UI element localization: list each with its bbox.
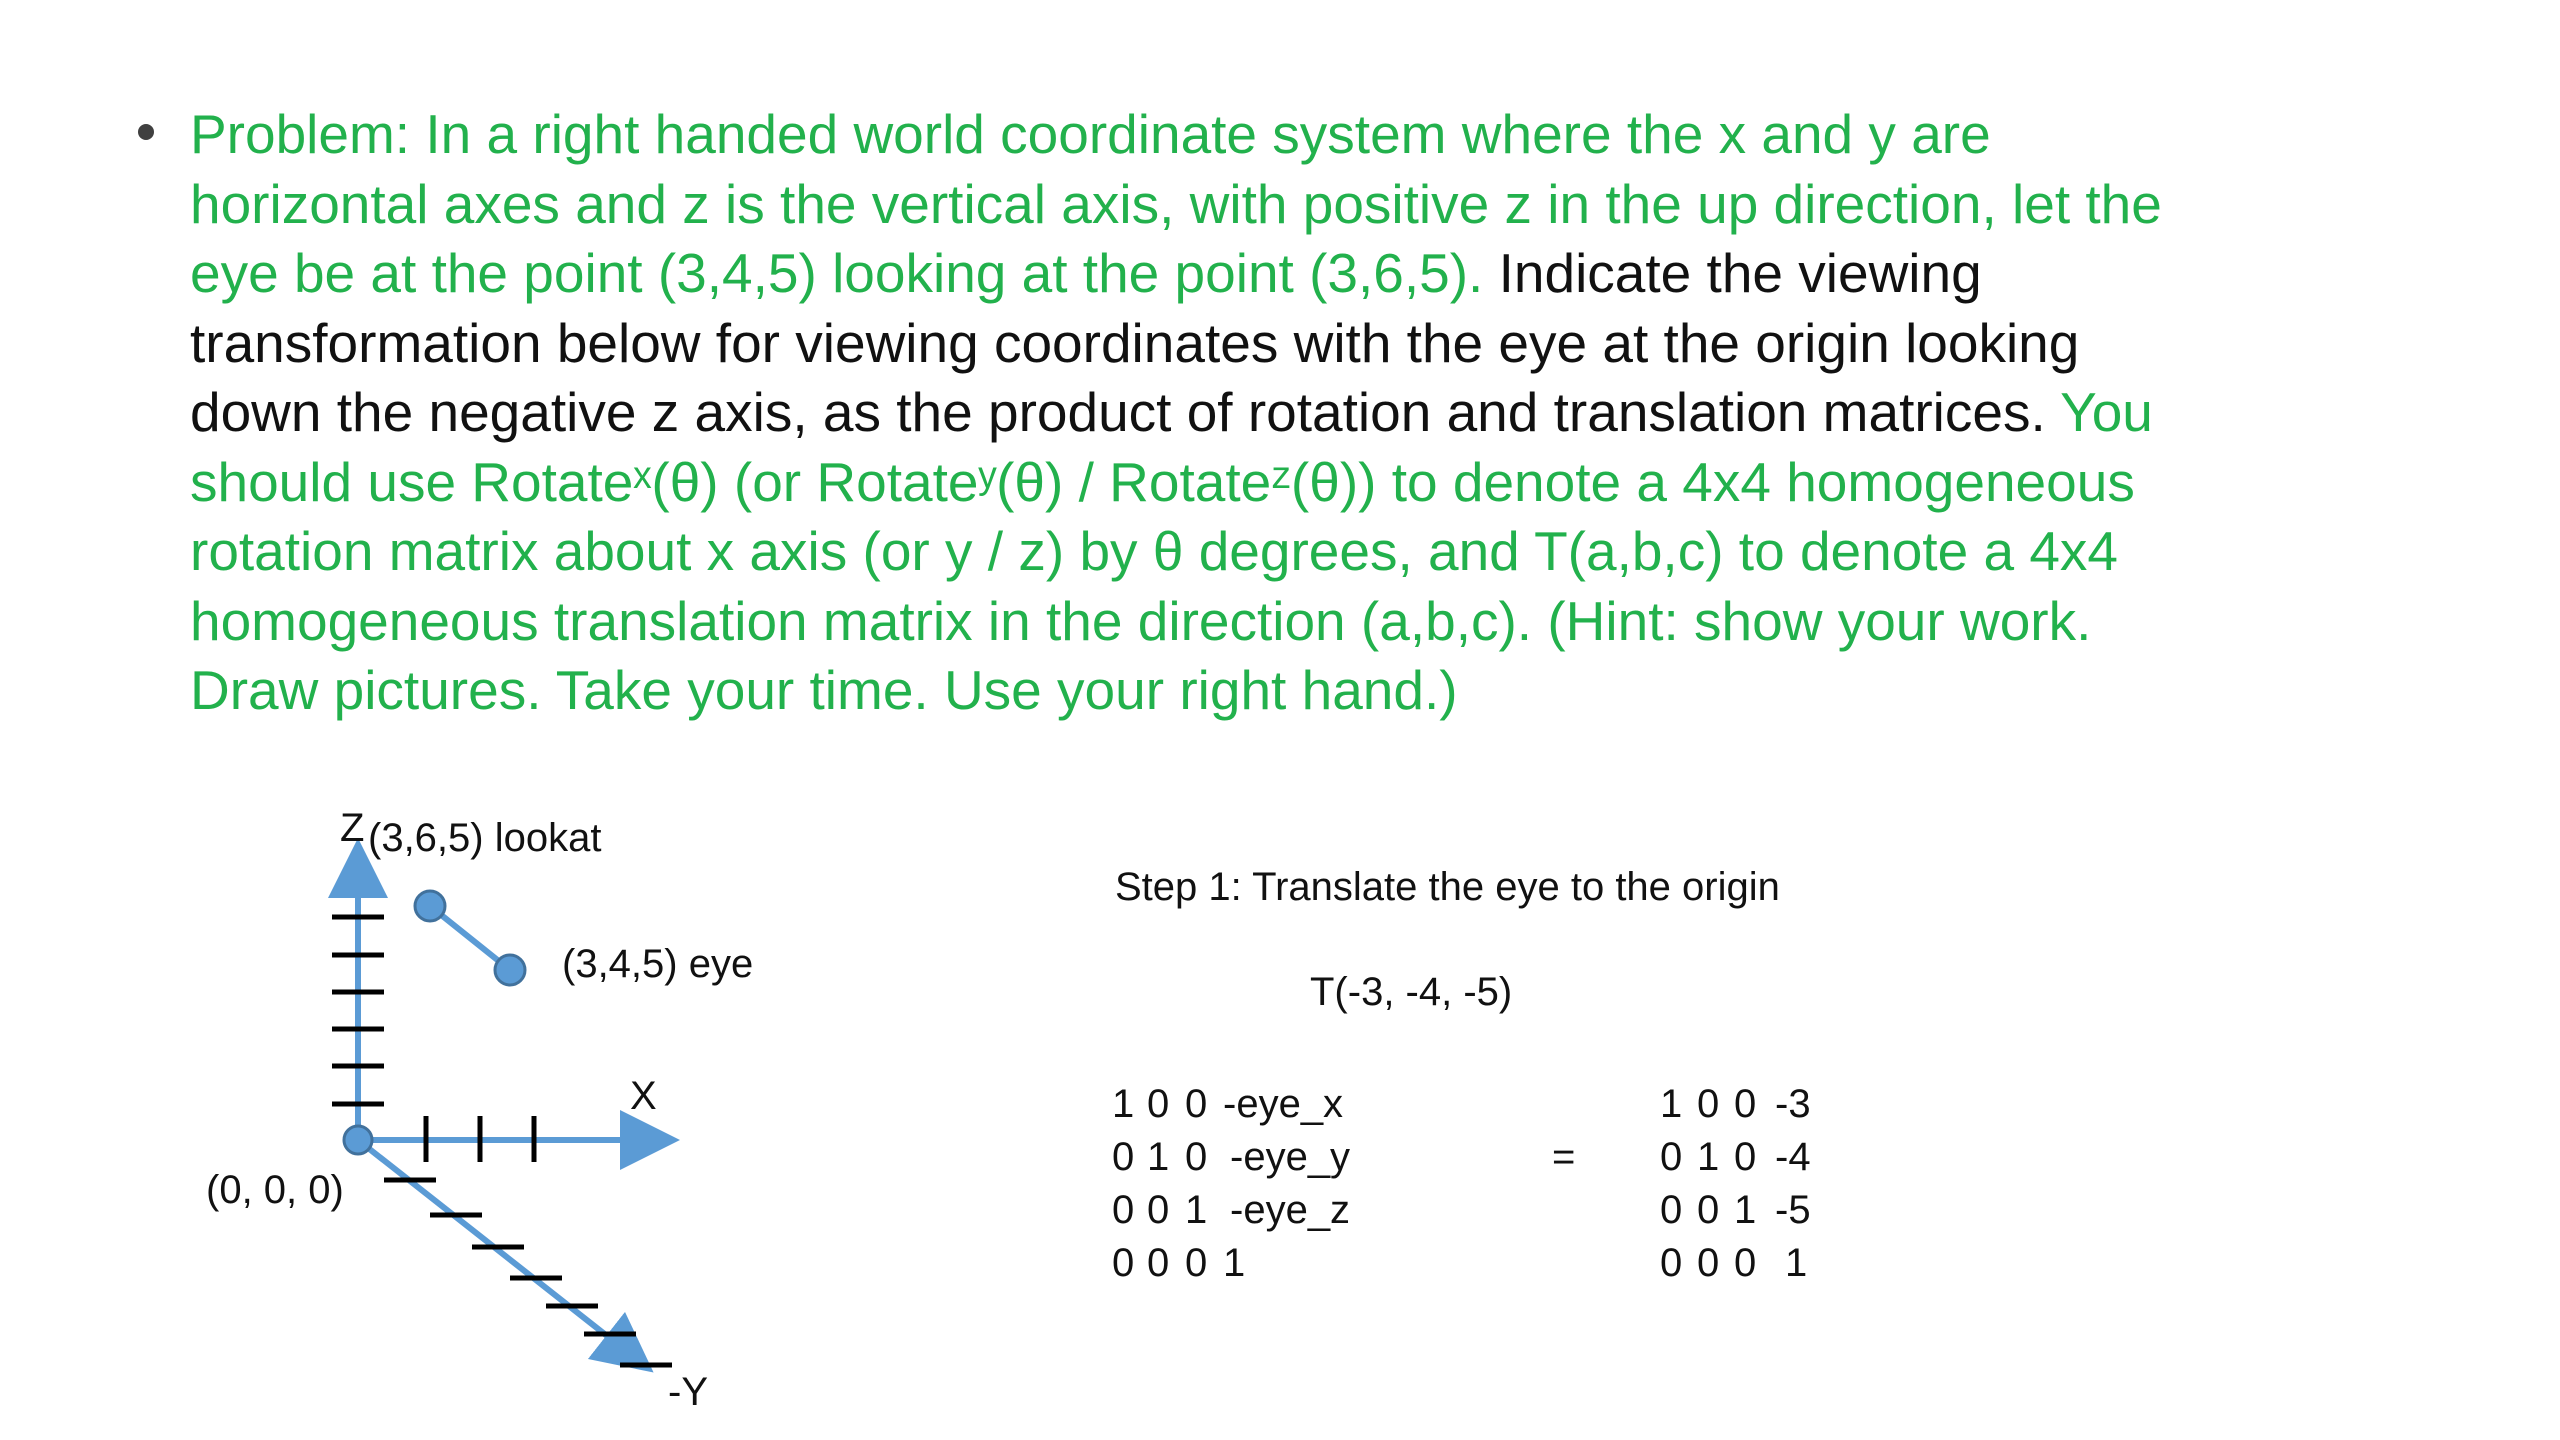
problem-text-segment: Draw pictures. Take your time. Use your right hand.) — [190, 659, 1458, 721]
lookat-point — [415, 891, 445, 921]
right-matrix-cell: 0 — [1697, 1082, 1720, 1126]
origin-point — [344, 1126, 372, 1154]
equals-sign: = — [1552, 1135, 1576, 1179]
problem-text-segment: transformation below for viewing coordinates with the eye at the origin looking — [190, 311, 2080, 374]
right-matrix-cell: 1 — [1697, 1135, 1720, 1179]
left-matrix-cell: 0 — [1112, 1188, 1135, 1232]
left-matrix-cell: 0 — [1185, 1135, 1208, 1179]
lookat-label: (3,6,5) lookat — [368, 816, 602, 860]
problem-text-segment: Indicate the viewing — [1498, 242, 1982, 304]
x-axis-label: X — [630, 1074, 657, 1118]
step-title: Step 1: Translate the eye to the origin — [1115, 865, 1780, 909]
problem-line — [190, 239, 2430, 309]
problem-line — [190, 378, 2430, 448]
problem-line — [190, 517, 2430, 587]
problem-text-segment: should use Rotateˣ(θ) (or Rotateʸ(θ) / Rotateᶻ(θ)) to denote a 4x4 homogeneous — [190, 450, 2135, 513]
right-matrix-cell: 0 — [1660, 1241, 1683, 1285]
problem-text-segment: eye be at the point (3,4,5) looking at the point (3,6,5). — [190, 242, 1499, 304]
left-matrix-cell: 0 — [1112, 1241, 1135, 1285]
problem-bullet — [190, 100, 2430, 726]
problem-text — [190, 100, 2430, 726]
problem-line — [190, 448, 2430, 518]
coordinate-diagram — [190, 806, 910, 1430]
left-matrix-cell: -eye_y — [1230, 1135, 1351, 1179]
right-matrix-cell: 1 — [1660, 1082, 1683, 1126]
left-matrix-cell: 0 — [1147, 1241, 1170, 1285]
right-matrix-cell: 0 — [1734, 1241, 1757, 1285]
origin-label: (0, 0, 0) — [206, 1168, 344, 1212]
right-matrix-cell: -4 — [1775, 1135, 1811, 1179]
step-1-block — [1112, 865, 2115, 1365]
right-matrix-cell: -5 — [1775, 1188, 1811, 1232]
problem-text-segment: homogeneous translation matrix in the direction (a,b,c). (Hint: show your work. — [190, 589, 2092, 652]
right-matrix-cell: 1 — [1785, 1241, 1808, 1285]
left-matrix-cell: 0 — [1185, 1241, 1208, 1285]
axes-drawing — [190, 810, 910, 1430]
right-matrix-cell: 0 — [1697, 1241, 1720, 1285]
bullet-dot-icon — [138, 124, 154, 140]
right-matrix-cell: 0 — [1660, 1188, 1683, 1232]
problem-text-segment: rotation matrix about x axis (or y / z) by θ degrees, and T(a,b,c) to denote a 4x4 — [190, 520, 2119, 582]
problem-text-segment: horizontal axes and z is the vertical axis, with positive z in the up direction, let the — [190, 172, 2162, 235]
right-matrix-cell: 0 — [1660, 1135, 1683, 1179]
left-matrix-cell: -eye_z — [1230, 1188, 1351, 1232]
eye-label: (3,4,5) eye — [562, 942, 754, 986]
problem-line — [190, 656, 2430, 726]
problem-text-segment: You — [2060, 381, 2153, 443]
problem-line — [190, 170, 2430, 240]
left-matrix-cell: -eye_x — [1223, 1082, 1344, 1126]
right-matrix-cell: 0 — [1734, 1135, 1757, 1179]
problem-line — [190, 309, 2430, 379]
left-matrix-cell: 0 — [1112, 1135, 1135, 1179]
problem-line — [190, 100, 2430, 170]
problem-text-segment: down the negative z axis, as the product of rotation and translation matrices. — [190, 381, 2061, 443]
problem-line — [190, 587, 2430, 657]
right-matrix-cell: -3 — [1775, 1082, 1811, 1126]
neg-y-axis-label: -Y — [668, 1370, 708, 1414]
left-matrix-cell: 0 — [1147, 1082, 1170, 1126]
problem-text-segment: Problem: In a right handed world coordinate system where the x and y are — [190, 103, 1991, 165]
left-matrix-cell: 1 — [1223, 1241, 1246, 1285]
left-matrix-cell: 1 — [1185, 1188, 1208, 1232]
right-matrix-cell: 0 — [1734, 1082, 1757, 1126]
right-matrix-cell: 1 — [1734, 1188, 1757, 1232]
left-matrix-cell: 0 — [1185, 1082, 1208, 1126]
left-matrix-cell: 0 — [1147, 1188, 1170, 1232]
translation-call: T(-3, -4, -5) — [1310, 970, 1513, 1014]
left-matrix-cell: 1 — [1112, 1082, 1135, 1126]
eye-point — [495, 955, 525, 985]
left-matrix-cell: 1 — [1147, 1135, 1170, 1179]
right-matrix-cell: 0 — [1697, 1188, 1720, 1232]
z-axis-label: Z — [340, 806, 365, 850]
